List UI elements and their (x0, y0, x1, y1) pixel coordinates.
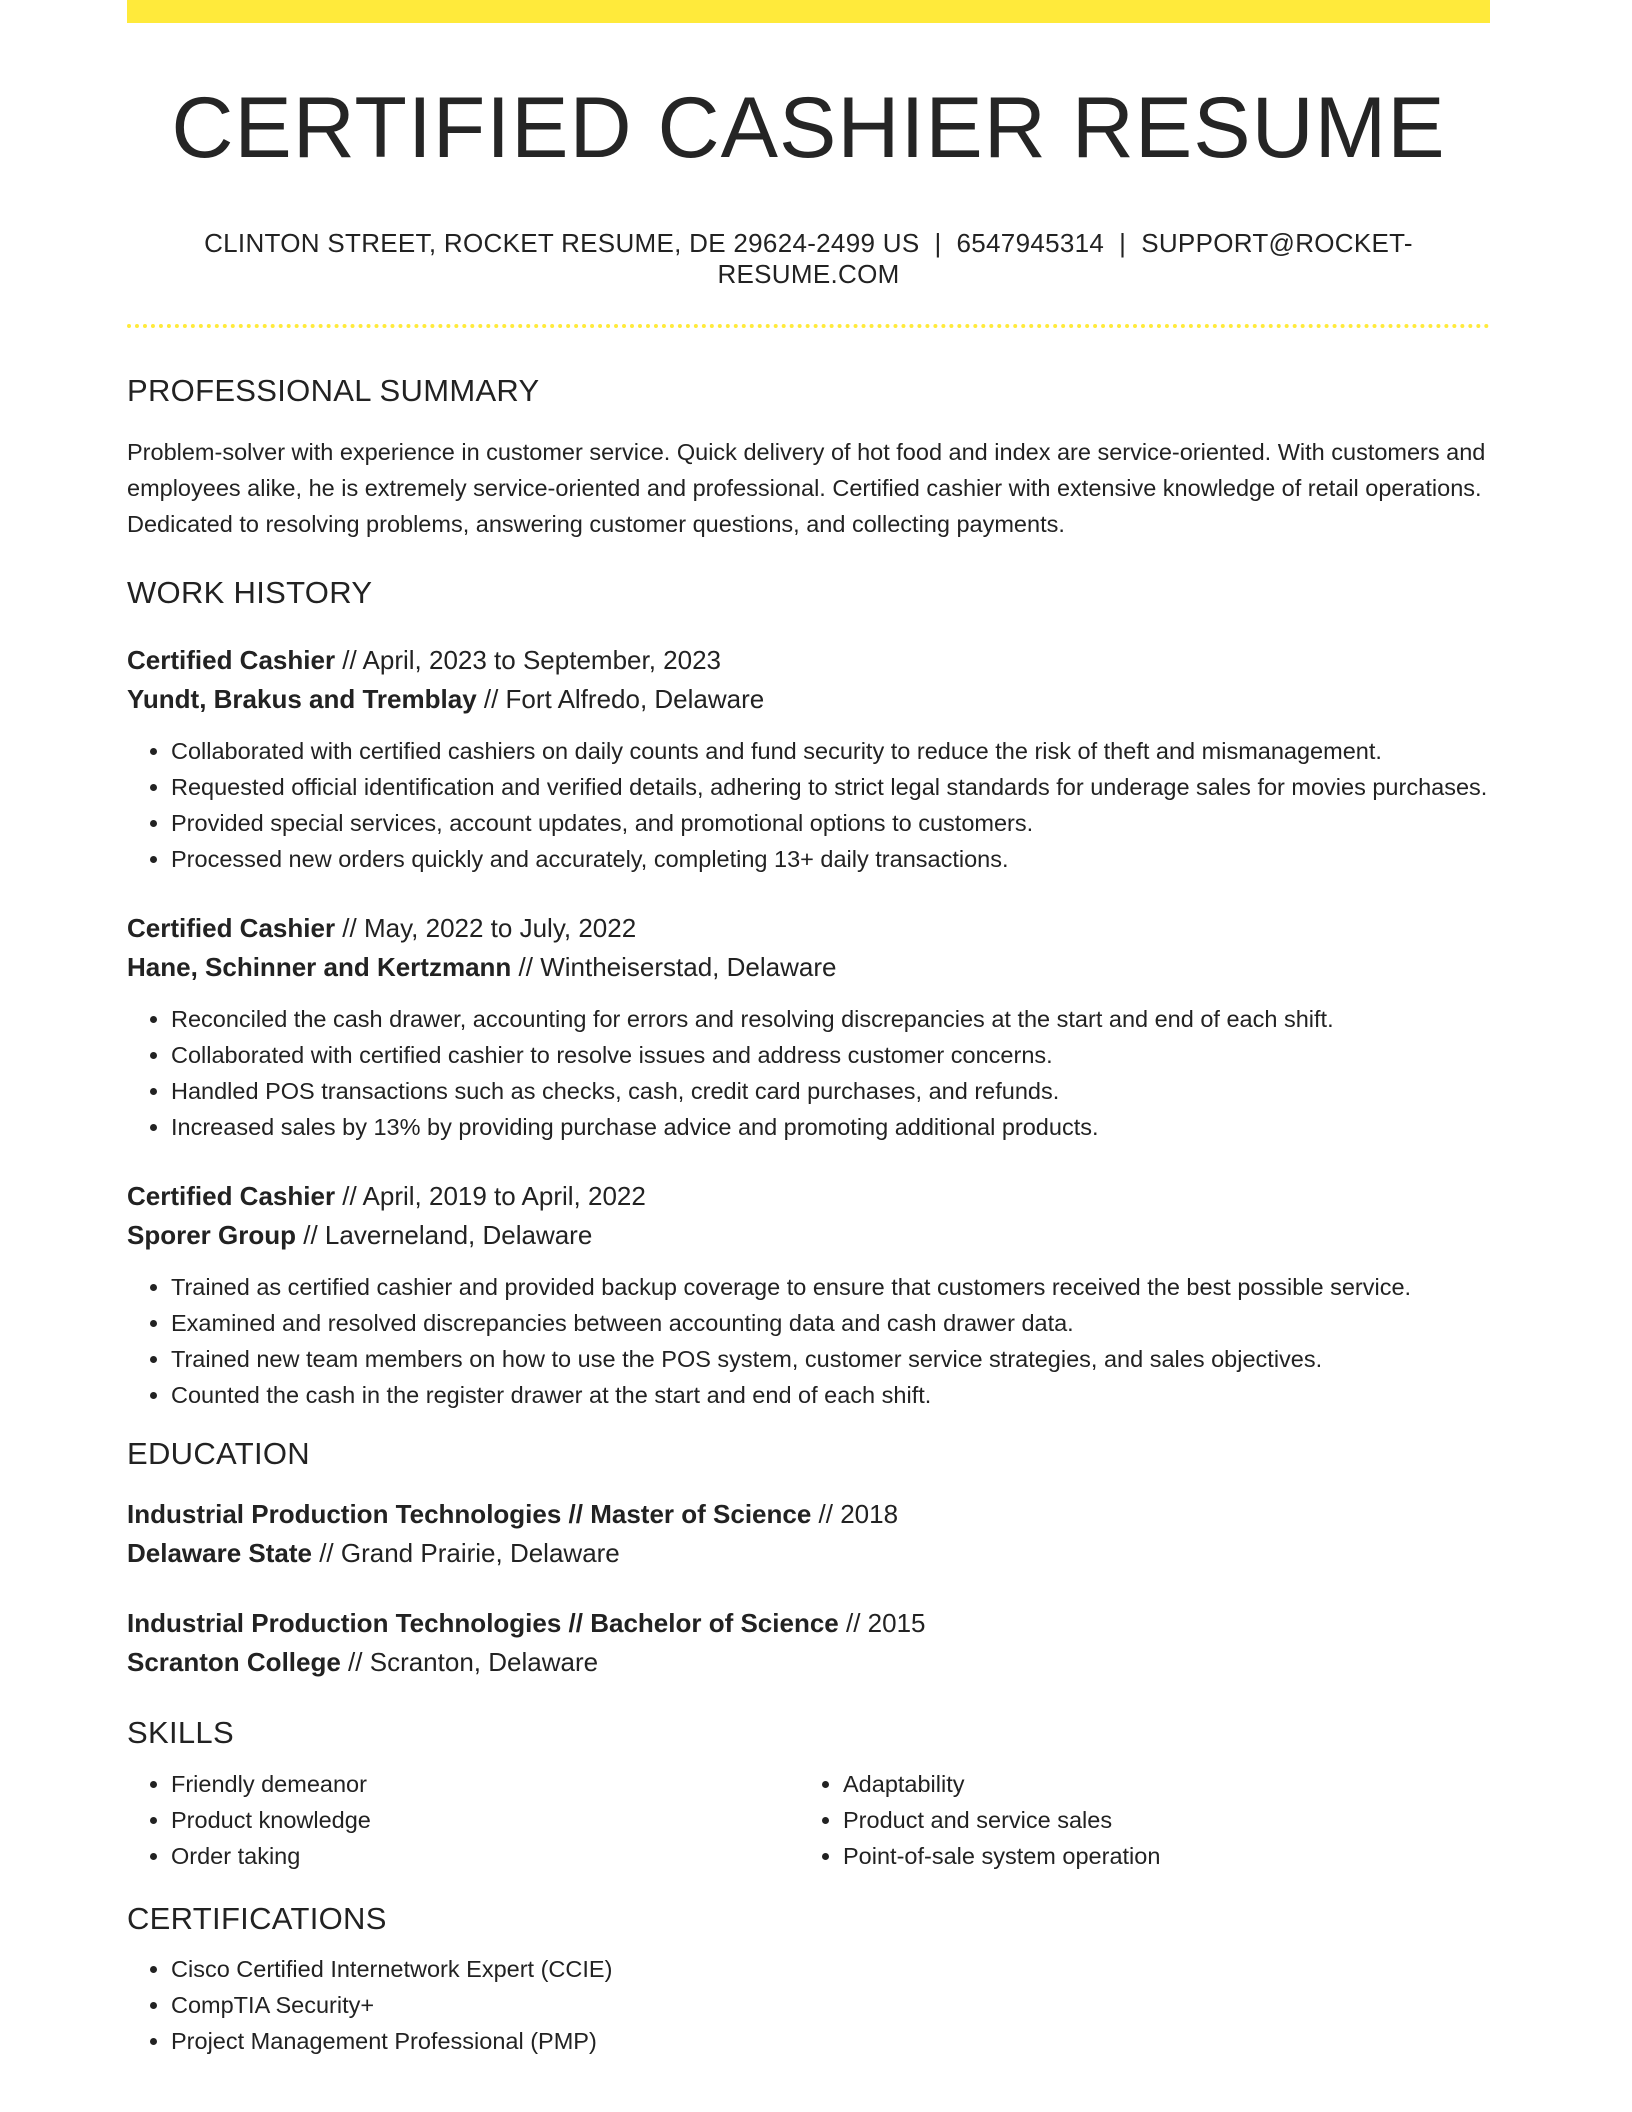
section-heading-summary: PROFESSIONAL SUMMARY (127, 372, 540, 408)
skill-item: • Friendly demeanor (171, 1766, 799, 1802)
list-item: • Handled POS transactions such as checks, cash, credit card purchases, and refunds. (171, 1073, 1490, 1109)
resume-title: CERTIFIED CASHIER RESUME (171, 80, 1446, 176)
resume-page (127, 0, 1490, 2059)
job-dates: // April, 2019 to April, 2022 (335, 1181, 646, 1212)
skills-list-left (127, 1766, 799, 1874)
list-item: • Increased sales by 13% by providing purchase advice and promoting additional products. (171, 1109, 1490, 1145)
degree: Industrial Production Technologies // Bachelor of Science (127, 1607, 839, 1638)
contact-separator: | (934, 227, 942, 258)
contact-phone: 6547945314 (956, 227, 1105, 258)
list-item: • Trained new team members on how to use the POS system, customer service strategies, and sales objectives. (171, 1341, 1490, 1377)
job-bullets (127, 1269, 1490, 1413)
skill-item: • Adaptability (843, 1766, 1471, 1802)
skills-columns (127, 1766, 1490, 1874)
job-location: // Wintheiserstad, Delaware (511, 952, 837, 983)
skills-list-right (799, 1766, 1471, 1874)
degree-line (127, 1604, 1490, 1643)
list-item: • Processed new orders quickly and accurately, completing 13+ daily transactions. (171, 841, 1490, 877)
school-location: // Grand Prairie, Delaware (311, 1537, 620, 1568)
job-title: Certified Cashier (127, 913, 336, 944)
job-dates: // May, 2022 to July, 2022 (335, 913, 637, 944)
job-title: Certified Cashier (127, 1181, 336, 1212)
section-heading-work-history: WORK HISTORY (127, 575, 373, 611)
job-title-line (127, 1177, 1490, 1216)
section-heading-education: EDUCATION (127, 1436, 310, 1472)
job-title-line (127, 641, 1490, 680)
skill-item: • Product knowledge (171, 1802, 799, 1838)
contact-email: SUPPORT@ROCKET-RESUME.COM (717, 227, 1413, 289)
job-entry (127, 641, 1490, 877)
job-entry (127, 1177, 1490, 1413)
certification-item: • Project Management Professional (PMP) (171, 2023, 1490, 2059)
certification-item: • CompTIA Security+ (171, 1987, 1490, 2023)
certifications-list (127, 1951, 1490, 2059)
job-entry (127, 909, 1490, 1145)
graduation-year: // 2015 (838, 1607, 926, 1638)
skill-item: • Order taking (171, 1838, 799, 1874)
job-bullets (127, 1001, 1490, 1145)
school: Scranton College (127, 1646, 341, 1677)
list-item: • Collaborated with certified cashiers on daily counts and fund security to reduce the risk of theft and mismanagement. (171, 733, 1490, 769)
job-title: Certified Cashier (127, 645, 336, 676)
job-location: // Laverneland, Delaware (296, 1220, 593, 1251)
list-item: • Provided special services, account updates, and promotional options to customers. (171, 805, 1490, 841)
education-entry (127, 1604, 1490, 1682)
job-company: Yundt, Brakus and Tremblay (127, 684, 477, 715)
school-line (127, 1643, 1490, 1682)
section-heading-skills: SKILLS (127, 1714, 234, 1750)
dotted-divider (127, 324, 1490, 328)
skill-item: • Product and service sales (843, 1802, 1471, 1838)
list-item: • Collaborated with certified cashier to resolve issues and address customer concerns. (171, 1037, 1490, 1073)
job-company: Hane, Schinner and Kertzmann (127, 952, 512, 983)
job-title-line (127, 909, 1490, 948)
school-line (127, 1534, 1490, 1573)
job-company: Sporer Group (127, 1220, 297, 1251)
job-company-line (127, 680, 1490, 719)
list-item: • Reconciled the cash drawer, accounting for errors and resolving discrepancies at the start and end of each shift. (171, 1001, 1490, 1037)
graduation-year: // 2018 (811, 1498, 899, 1529)
list-item: • Counted the cash in the register drawer at the start and end of each shift. (171, 1377, 1490, 1413)
job-bullets (127, 733, 1490, 877)
list-item: • Trained as certified cashier and provided backup coverage to ensure that customers received the best possible service. (171, 1269, 1490, 1305)
job-dates: // April, 2023 to September, 2023 (335, 645, 722, 676)
contact-separator: | (1119, 227, 1127, 258)
certification-item: • Cisco Certified Internetwork Expert (CCIE) (171, 1951, 1490, 1987)
education-entry (127, 1495, 1490, 1573)
school: Delaware State (127, 1537, 312, 1568)
degree-line (127, 1495, 1490, 1534)
school-location: // Scranton, Delaware (340, 1646, 599, 1677)
job-location: // Fort Alfredo, Delaware (476, 684, 765, 715)
summary-text: Problem-solver with experience in customer service. Quick delivery of hot food and index are service-oriented. With customers and employees alike, he is extremely service-oriented and professional. Certified cashier with extensive knowledge of retail operations. Dedicated to resolving problems, answering customer questions, and collecting payments. (127, 439, 1486, 538)
job-company-line (127, 948, 1490, 987)
section-heading-certifications: CERTIFICATIONS (127, 1900, 387, 1936)
top-accent-bar (127, 0, 1490, 23)
job-company-line (127, 1216, 1490, 1255)
contact-address: CLINTON STREET, ROCKET RESUME, DE 29624-2499 US (204, 227, 920, 258)
list-item: • Requested official identification and verified details, adhering to strict legal standards for underage sales for movies purchases. (171, 769, 1490, 805)
contact-line (127, 228, 1490, 290)
degree: Industrial Production Technologies // Master of Science (127, 1498, 812, 1529)
skill-item: • Point-of-sale system operation (843, 1838, 1471, 1874)
list-item: • Examined and resolved discrepancies between accounting data and cash drawer data. (171, 1305, 1490, 1341)
